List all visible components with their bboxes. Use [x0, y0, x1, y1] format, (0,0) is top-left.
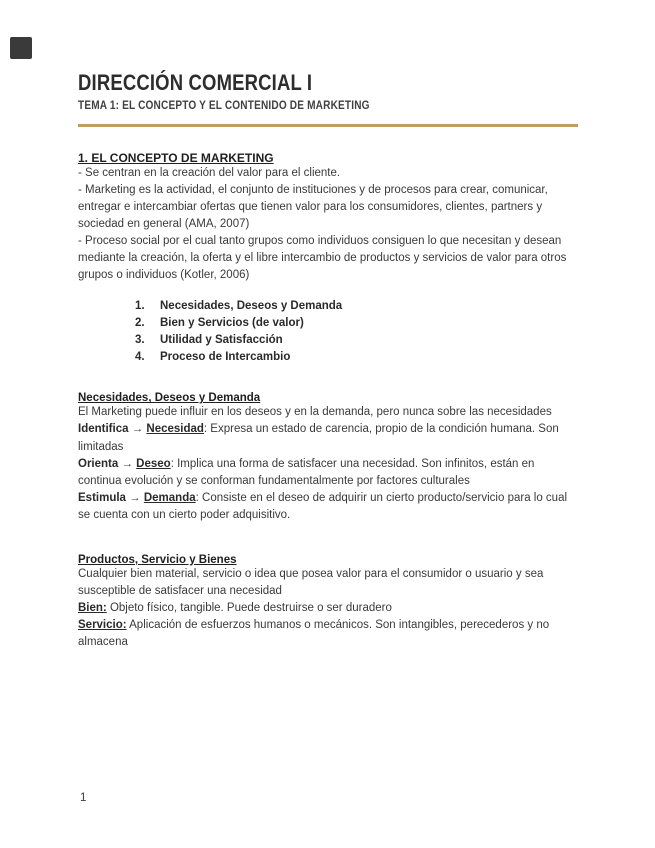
paragraph-products-intro: Cualquier bien material, servicio o idea que posea valor para el consumidor o usuario y sea susceptible de satisfacer una necesidad [78, 567, 544, 597]
definition-bien [78, 600, 578, 617]
list-item-text: Necesidades, Deseos y Demanda [160, 300, 343, 313]
definition-text: Objeto físico, tangible. Puede destruirse o ser duradero [106, 601, 392, 614]
definition-verb: Orienta [78, 457, 119, 470]
arrow-glyph: → [121, 457, 133, 470]
page-subtitle: TEMA 1: EL CONCEPTO Y EL CONTENIDO DE MARKETING [78, 98, 370, 113]
definition-necesidad [78, 421, 578, 455]
definition-text: : Implica una forma de satisfacer una necesidad. Son infinitos, están en continua evolución y se conforman fundamentalmente por factores culturales [78, 457, 535, 487]
paragraph-ama: - Marketing es la actividad, el conjunto de instituciones y de procesos para crear, comunicar, entregar e intercambiar ofertas que tienen valor para los consumidores, clientes, partners y sociedad en general (AMA, 2007) [78, 184, 548, 231]
definition-term: Necesidad [146, 423, 204, 436]
section-heading-productos: Productos, Servicio y Bienes [78, 553, 237, 566]
list-item-number: 2. [135, 317, 145, 330]
section-heading-concepto: 1. EL CONCEPTO DE MARKETING [78, 151, 274, 166]
list-item-text: Proceso de Intercambio [160, 351, 291, 364]
list-item-number: 4. [135, 351, 145, 364]
definition-demanda [78, 490, 578, 524]
list-item-number: 1. [135, 300, 145, 313]
list-item [135, 298, 578, 315]
page-title: DIRECCIÓN COMERCIAL I [78, 70, 313, 95]
list-item [135, 332, 578, 349]
list-item [135, 315, 578, 332]
divider-rule [78, 124, 578, 127]
definition-text: Aplicación de esfuerzos humanos o mecánicos. Son intangibles, perecederos y no almacena [78, 618, 550, 648]
document-page [78, 0, 578, 651]
definition-deseo [78, 456, 578, 490]
definition-verb: Identifica [78, 423, 129, 436]
arrow-glyph: → [129, 491, 141, 504]
definition-verb: Estimula [78, 491, 126, 504]
paragraph-needs-intro: El Marketing puede influir en los deseos y en la demanda, pero nunca sobre las necesidades [78, 406, 552, 419]
list-item-text: Utilidad y Satisfacción [160, 334, 283, 347]
paragraph-kotler: - Proceso social por el cual tanto grupos como individuos consiguen lo que necesitan y desean mediante la creación, la oferta y el libre intercambio de productos y servicios de valor para otros grupos o individuos (Kotler, 2006) [78, 235, 567, 282]
definition-text: : Expresa un estado de carencia, propio de la condición humana. Son limitadas [78, 423, 559, 453]
definition-term: Bien: [78, 601, 107, 614]
page-number: 1 [80, 792, 87, 804]
paragraph-cliente: - Se centran en la creación del valor para el cliente. [78, 167, 341, 180]
definition-term: Deseo [136, 457, 171, 470]
section-heading-necesidades: Necesidades, Deseos y Demanda [78, 392, 261, 405]
definition-servicio [78, 617, 578, 651]
logo-square [10, 37, 32, 59]
definition-term: Demanda [143, 491, 196, 504]
definition-term: Servicio: [78, 618, 127, 631]
list-item-number: 3. [135, 334, 145, 347]
arrow-glyph: → [131, 423, 144, 436]
list-item-text: Bien y Servicios (de valor) [160, 317, 304, 330]
list-item [135, 349, 578, 366]
numbered-list [135, 298, 578, 366]
definition-text: : Consiste en el deseo de adquirir un cierto producto/servicio para lo cual se cuenta con un cierto poder adquisitivo. [78, 491, 568, 521]
